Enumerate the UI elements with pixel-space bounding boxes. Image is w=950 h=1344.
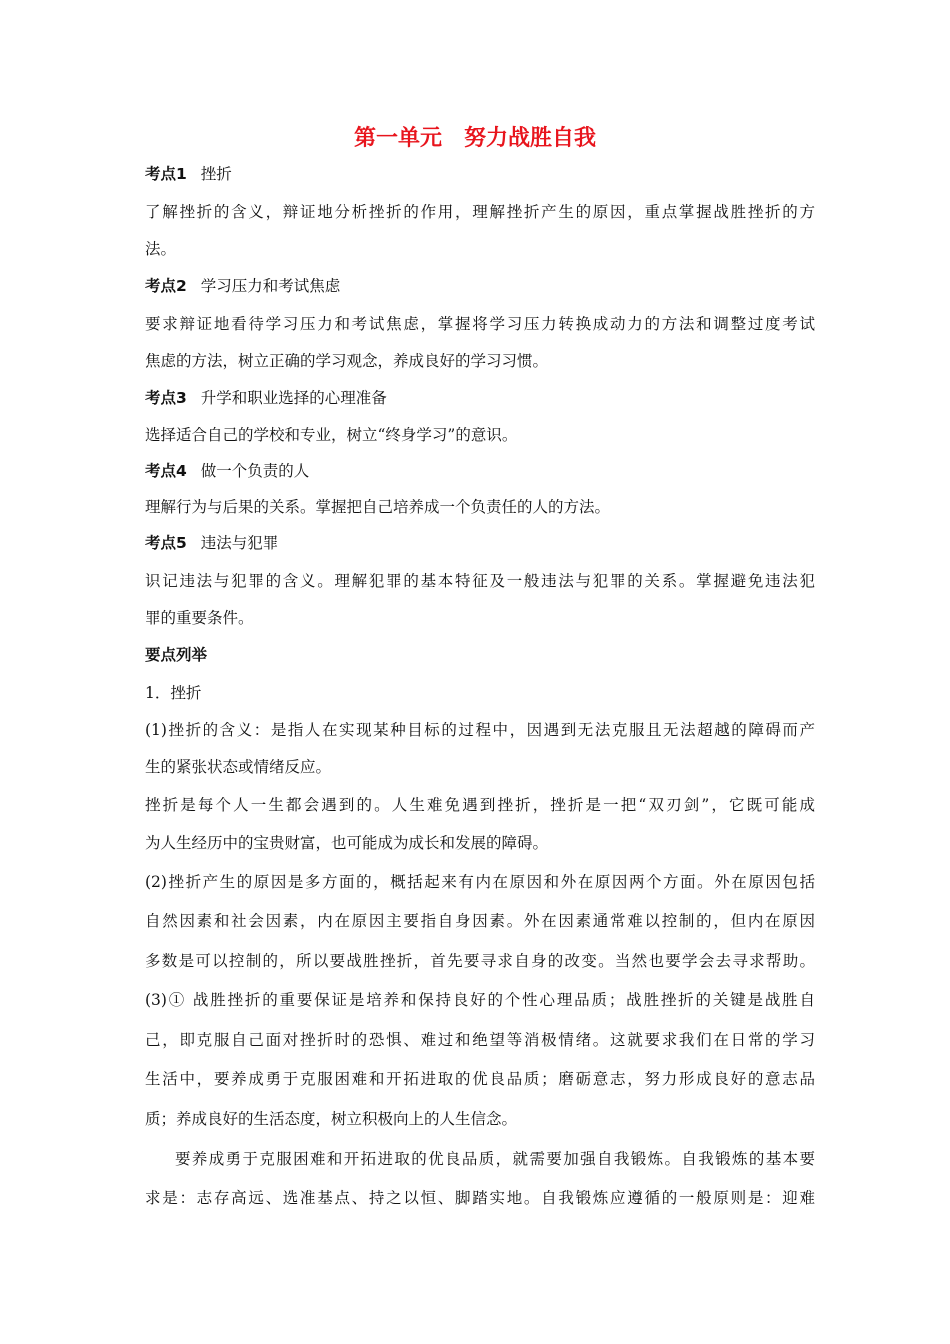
key-points-label: 要点列举 <box>145 646 208 664</box>
paragraph-line: 法。 <box>145 240 177 258</box>
section-label: 考点2 <box>145 277 187 295</box>
paragraph-line: 生活中，要养成勇于克服困难和开拓进取的优良品质；磨砺意志，努力形成良好的意志品 <box>145 1070 815 1088</box>
section-topic: 学习压力和考试焦虑 <box>200 277 341 295</box>
paragraph-line: 自然因素和社会因素，内在原因主要指自身因素。外在因素通常难以控制的，但内在原因 <box>145 912 815 930</box>
section-topic: 违法与犯罪 <box>200 534 279 552</box>
section-label: 考点3 <box>145 389 187 407</box>
paragraph-line: (1)挫折的含义：是指人在实现某种目标的过程中，因遇到无法克服且无法超越的障碍而产 <box>145 721 815 739</box>
paragraph-line: 求是：志存高远、选准基点、持之以恒、脚踏实地。自我锻炼应遵循的一般原则是：迎难 <box>145 1189 815 1207</box>
paragraph-line: 生的紧张状态或情绪反应。 <box>145 758 332 776</box>
section-label: 考点4 <box>145 462 187 480</box>
section-label: 考点1 <box>145 165 187 183</box>
section-heading-4 <box>145 461 815 481</box>
paragraph-line: (2)挫折产生的原因是多方面的，概括起来有内在原因和外在原因两个方面。外在原因包括 <box>145 873 815 891</box>
paragraph-line: 焦虑的方法，树立正确的学习观念，养成良好的学习习惯。 <box>145 352 549 370</box>
paragraph-line: 挫折是每个人一生都会遇到的。人生难免遇到挫折，挫折是一把“双刃剑”，它既可能成 <box>145 796 815 814</box>
section-heading-2 <box>145 276 815 296</box>
key-point-title: 1．挫折 <box>145 684 202 702</box>
paragraph-line: 理解行为与后果的关系。掌握把自己培养成一个负责任的人的方法。 <box>145 498 611 516</box>
paragraph-line: 质；养成良好的生活态度，树立积极向上的人生信念。 <box>145 1110 518 1128</box>
paragraph-line: 要求辩证地看待学习压力和考试焦虑，掌握将学习压力转换成动力的方法和调整过度考试 <box>145 315 815 333</box>
paragraph-line: 为人生经历中的宝贵财富，也可能成为成长和发展的障碍。 <box>145 834 549 852</box>
section-topic: 升学和职业选择的心理准备 <box>200 389 387 407</box>
paragraph-line: (3)① 战胜挫折的重要保证是培养和保持良好的个性心理品质；战胜挫折的关键是战胜自 <box>145 991 815 1009</box>
key-points-heading <box>145 645 815 665</box>
paragraph-line: 多数是可以控制的，所以要战胜挫折，首先要寻求自身的改变。当然也要学会去寻求帮助。 <box>145 952 815 970</box>
paragraph-line: 己，即克服自己面对挫折时的恐惧、难过和绝望等消极情绪。这就要求我们在日常的学习 <box>145 1031 815 1049</box>
paragraph-line: 选择适合自己的学校和专业，树立“终身学习”的意识。 <box>145 426 518 444</box>
section-topic: 做一个负责的人 <box>200 462 310 480</box>
page-title: 第一单元 努力战胜自我 <box>353 126 596 151</box>
section-label: 考点5 <box>145 534 187 552</box>
paragraph-line: 了解挫折的含义，辩证地分析挫折的作用，理解挫折产生的原因，重点掌握战胜挫折的方 <box>145 203 815 221</box>
paragraph-line: 罪的重要条件。 <box>145 609 254 627</box>
paragraph-line: 要养成勇于克服困难和开拓进取的优良品质，就需要加强自我锻炼。自我锻炼的基本要 <box>175 1150 815 1168</box>
paragraph-line: 识记违法与犯罪的含义。理解犯罪的基本特征及一般违法与犯罪的关系。掌握避免违法犯 <box>145 572 815 590</box>
section-heading-5 <box>145 533 815 553</box>
section-topic: 挫折 <box>200 165 232 183</box>
section-heading-1 <box>145 164 815 184</box>
section-heading-3 <box>145 388 815 408</box>
